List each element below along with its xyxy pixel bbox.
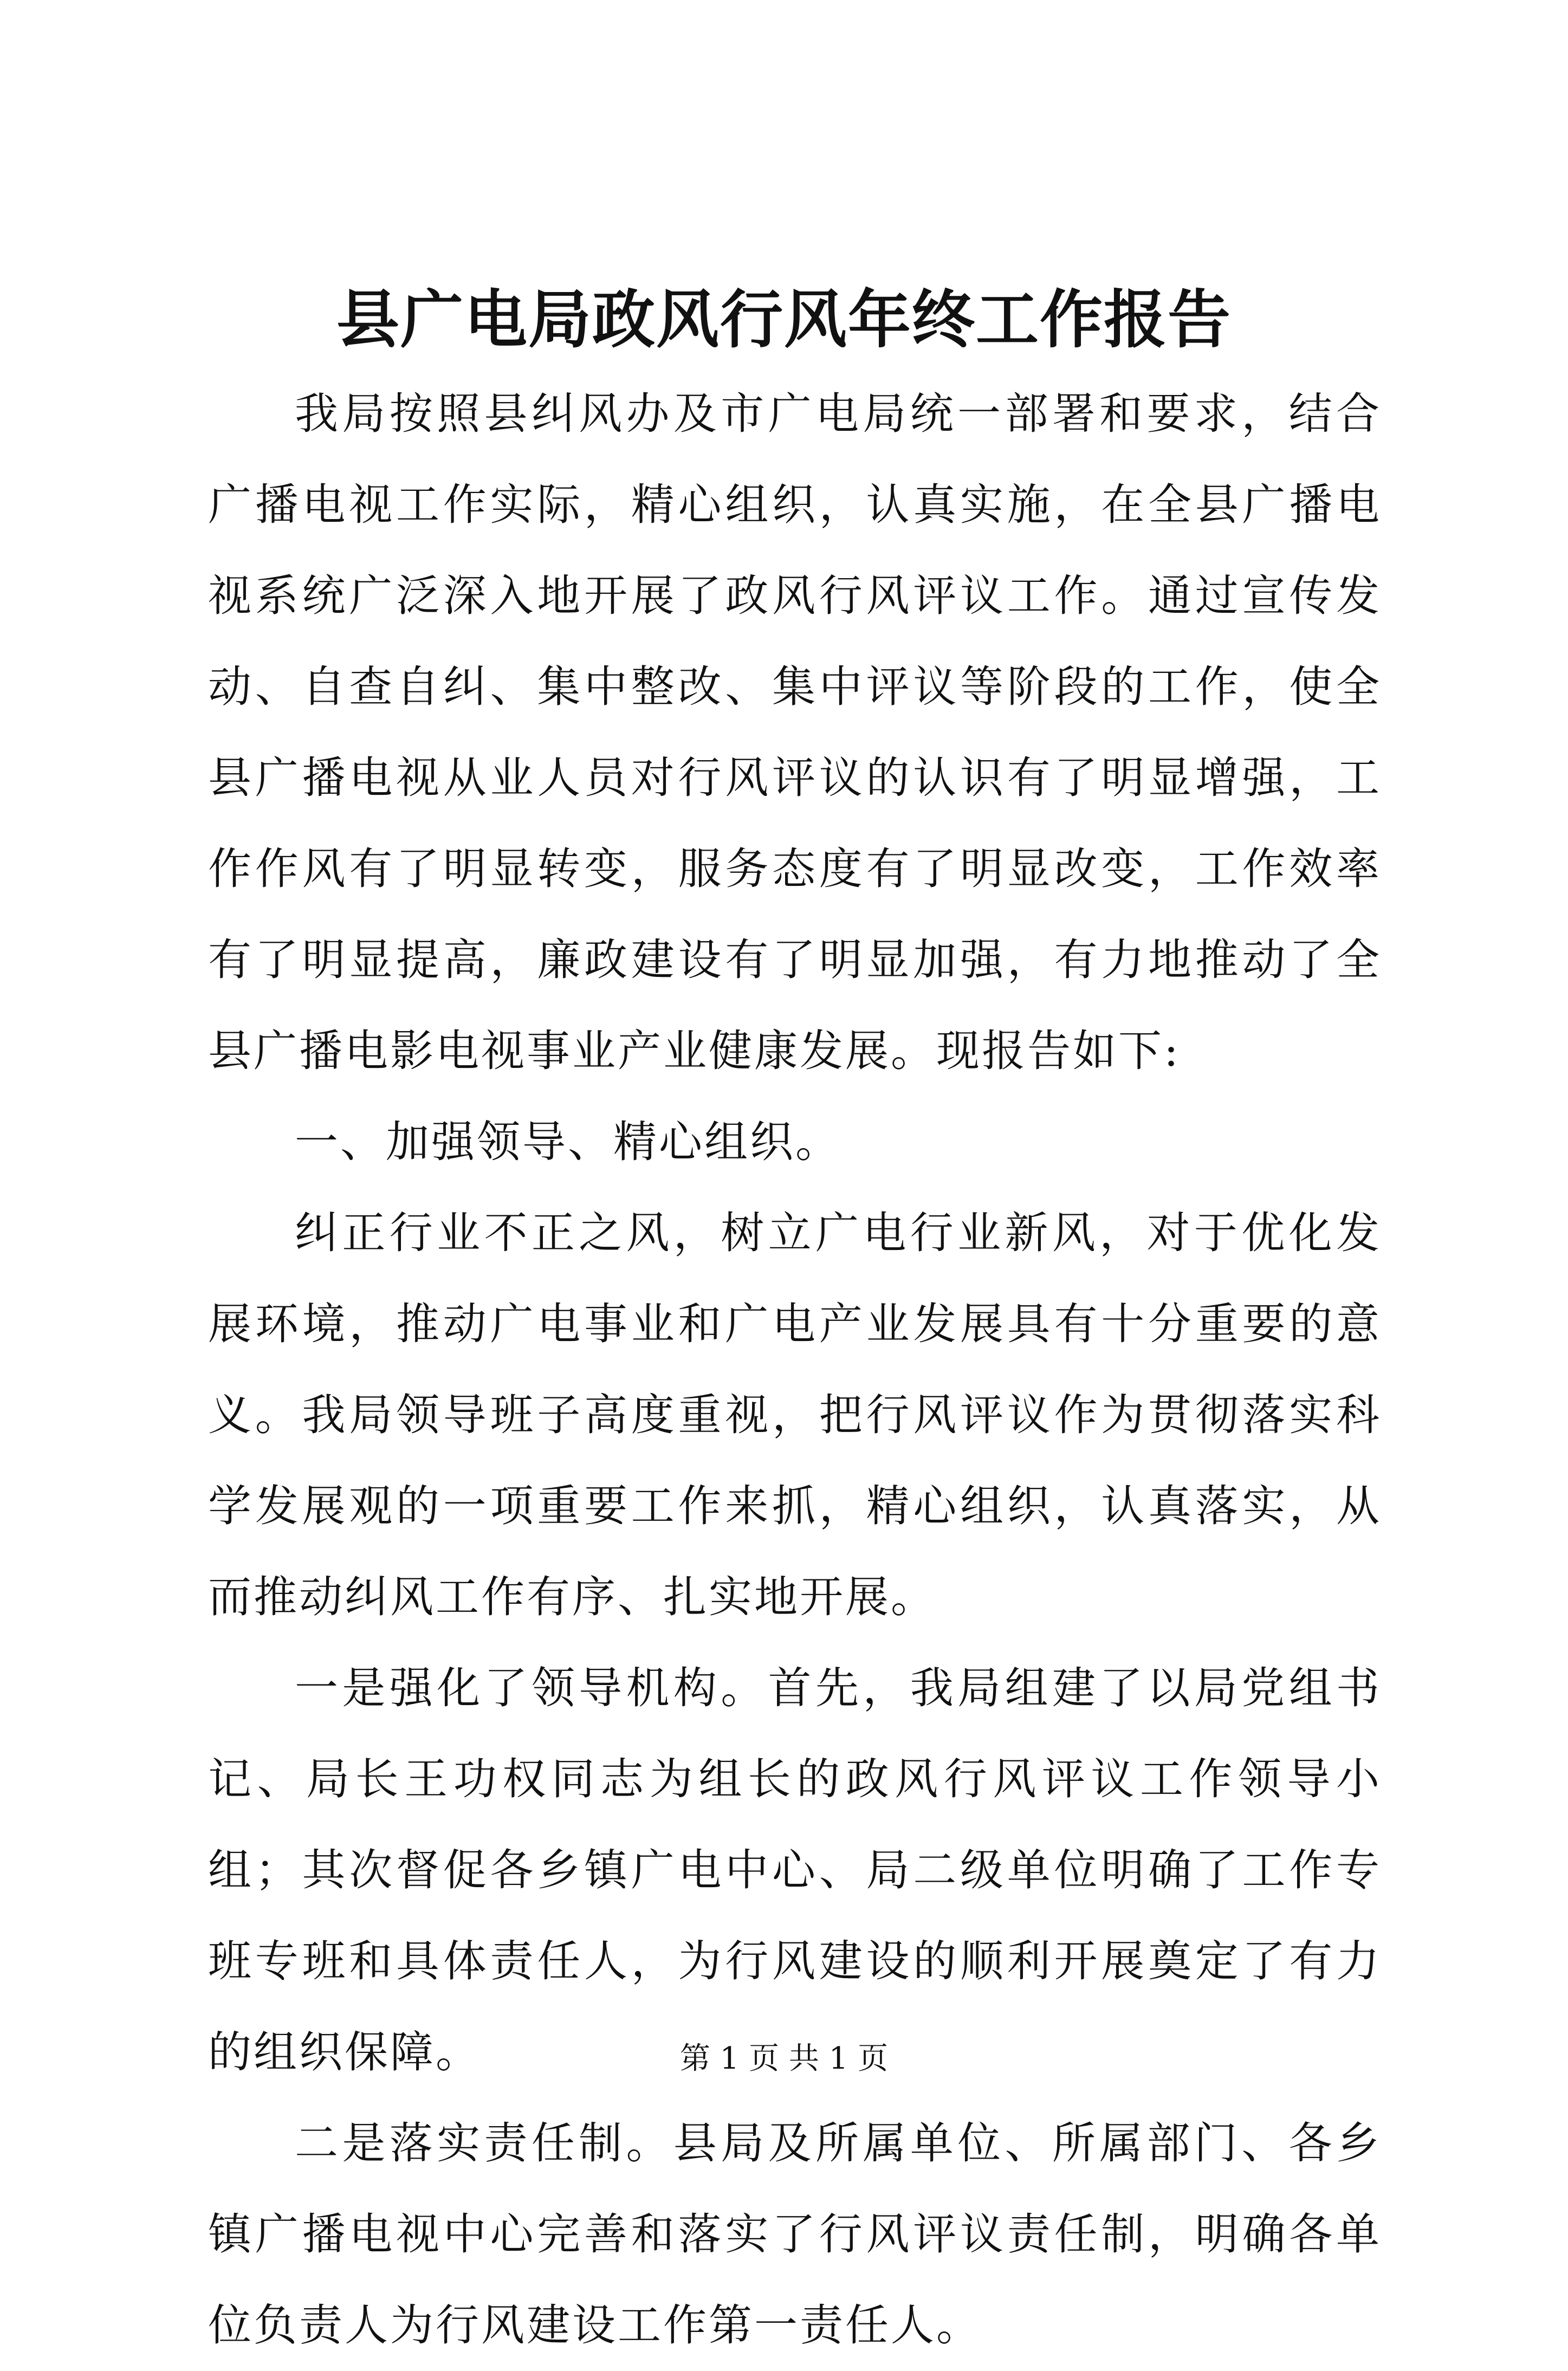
page-footer: 第 1 页 共 1 页: [679, 2041, 889, 2076]
paragraph-section-1: 纠正行业不正之风，树立广电行业新风，对于优化发展环境，推动广电事业和广电产业发展具有十分重要的意义。我局领导班子高度重视，把行风评议作为贯彻落实科学发展观的一项重要工作来抓，精心组织，认真落实，从而推动纠风工作有序、扎实地开展。: [208, 1208, 1382, 1622]
section-heading-1: 一、加强领导、精心组织。: [295, 1117, 841, 1167]
document-title: 县广电局政风行风年终工作报告: [336, 283, 1232, 357]
paragraph-intro: 我局按照县纠风办及市广电局统一部署和要求，结合广播电视工作实际，精心组织，认真实施，在全县广播电视系统广泛深入地开展了政风行风评议工作。通过宣传发动、自查自纠、集中整改、集中评议等阶段的工作，使全县广播电视从业人员对行风评议的认识有了明显增强，工作作风有了明显转变，服务态度有了明显改变，工作效率有了明显提高，廉政建设有了明显加强，有力地推动了全县广播电影电视事业产业健康发展。现报告如下:: [208, 388, 1382, 1076]
paragraph-point-1: 一是强化了领导机构。首先，我局组建了以局党组书记、局长王功权同志为组长的政风行风评议工作领导小组；其次督促各乡镇广电中心、局二级单位明确了工作专班专班和具体责任人，为行风建设的顺利开展奠定了有力的组织保障。: [208, 1663, 1382, 2077]
paragraph-point-2: 二是落实责任制。县局及所属单位、所属部门、各乡镇广播电视中心完善和落实了行风评议责任制，明确各单位负责人为行风建设工作第一责任人。: [208, 2118, 1382, 2350]
